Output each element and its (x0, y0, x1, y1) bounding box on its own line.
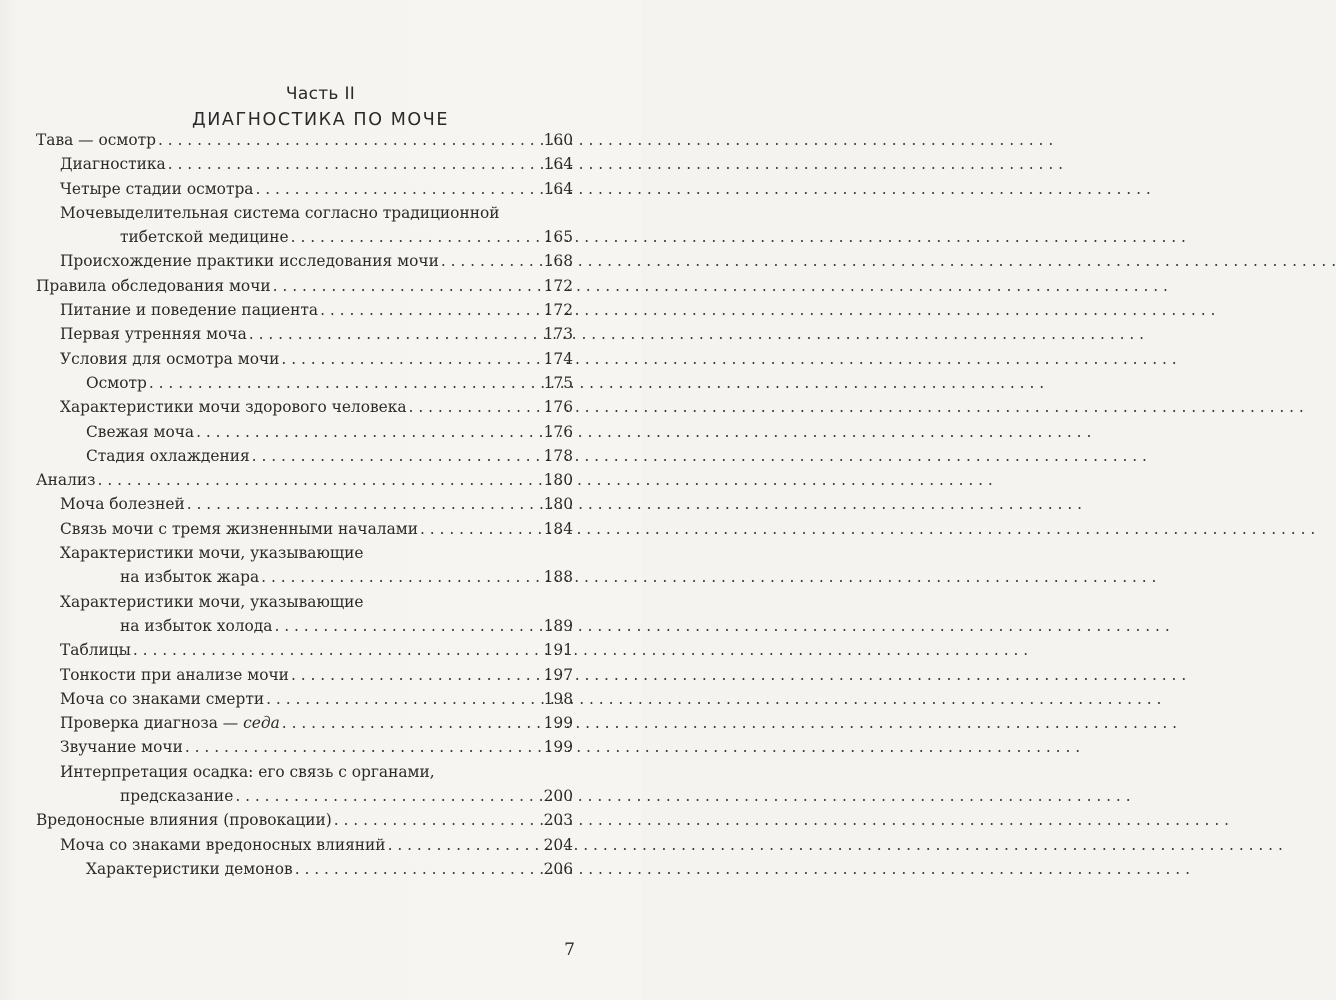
dot-leader (149, 371, 540, 395)
toc-entry (36, 395, 573, 419)
toc-entry-text: Характеристики демонов (86, 859, 293, 878)
toc-entry-title-continuation: предсказание (120, 787, 234, 806)
toc-entry (36, 420, 573, 444)
toc-entry-title (60, 298, 318, 322)
toc-entry-title: Интерпретация осадка: его связь с органами, (60, 762, 435, 781)
toc-entry (36, 735, 573, 759)
toc-entry-text: Характеристики мочи здорового человека (60, 398, 407, 417)
toc-entry (36, 274, 573, 298)
toc-entry (36, 687, 573, 711)
toc-entry-text: Стадия охлаждения (86, 446, 250, 465)
dot-leader (274, 614, 539, 638)
toc-page-number: 206 (543, 859, 573, 878)
part-title: ДИАГНОСТИКА ПО МОЧЕ (191, 110, 450, 130)
toc-entry-text: Питание и поведение пациента (60, 301, 319, 320)
toc-entry (36, 468, 573, 492)
toc-entry-title (60, 177, 253, 201)
toc-entry-title (60, 735, 183, 759)
dot-leader (185, 735, 540, 759)
dot-leader (282, 711, 540, 735)
toc-page-number: 172 (543, 276, 573, 295)
toc-page-number: 191 (543, 641, 573, 660)
toc-entry-title (60, 347, 279, 371)
dot-leader (196, 420, 540, 444)
dot-leader (133, 638, 540, 662)
toc-entry-title: Мочевыделительная система согласно традиционной (60, 203, 500, 222)
dot-leader (409, 395, 540, 419)
toc-entry-title (60, 249, 439, 273)
toc-entry-text: Правила обследования мочи (36, 276, 271, 295)
toc-entry (36, 298, 573, 322)
toc-page-number: 180 (543, 495, 573, 514)
toc-entry-title (60, 492, 185, 516)
toc-entry (36, 808, 573, 832)
dot-leader (291, 225, 540, 249)
dot-leader (261, 565, 539, 589)
toc-entry-title (60, 833, 386, 857)
toc-entry (36, 201, 573, 250)
toc-entry-title (86, 444, 250, 468)
dot-leader (295, 857, 540, 881)
toc-entry-italic-term: седа (243, 714, 280, 733)
dot-leader (235, 784, 539, 808)
toc-entry-title-continuation: на избыток жара (120, 568, 260, 587)
dot-leader (255, 177, 539, 201)
toc-entry (36, 857, 573, 881)
toc-entry (36, 128, 573, 152)
dot-leader (441, 249, 540, 273)
toc-entry (36, 322, 573, 346)
toc-entry-title (60, 663, 289, 687)
toc-entry-text: Тава — осмотр (36, 131, 156, 149)
toc-page-number: 198 (543, 689, 573, 708)
toc-entry-title: Характеристики мочи, указывающие (60, 544, 364, 563)
dot-leader (320, 298, 540, 322)
toc-entry-text: Условия для осмотра мочи (60, 349, 280, 368)
toc-page-number: 178 (543, 446, 573, 465)
toc-page-number: 168 (543, 252, 573, 271)
toc-entry-text: Происхождение практики исследования мочи (60, 252, 439, 271)
toc-page-number: 199 (543, 714, 573, 733)
toc-page-number: 174 (543, 349, 573, 368)
toc-entry-title (60, 152, 166, 176)
toc-entry-title (86, 371, 147, 395)
dot-leader (273, 274, 540, 298)
toc-page-number: 164 (543, 155, 573, 174)
toc-page-number: 184 (543, 519, 573, 538)
toc-entry-text: Первая утренняя моча (60, 325, 247, 344)
dot-leader (187, 492, 540, 516)
toc-entry-text: Анализ (36, 471, 96, 490)
toc-entry-title-continuation: на избыток холода (120, 616, 273, 635)
dot-leader (334, 808, 540, 832)
toc-entry-text: Таблицы (60, 641, 131, 660)
dot-leader (168, 152, 540, 176)
toc-page-number: 164 (543, 179, 573, 198)
toc-entry-text: Диагностика (60, 155, 166, 174)
toc-entry-text: Моча со знаками смерти (60, 689, 265, 708)
toc-entry (36, 177, 573, 201)
toc-entry-title (60, 711, 280, 735)
toc-page-number: 172 (543, 301, 573, 320)
toc-entry-title: Характеристики мочи, указывающие (60, 592, 364, 611)
toc-entry (36, 492, 573, 516)
dot-leader (388, 833, 540, 857)
toc-entry (36, 760, 573, 809)
toc-entry (36, 152, 573, 176)
toc-entry-title (60, 687, 264, 711)
dot-leader (158, 128, 540, 152)
toc-entry (36, 638, 573, 662)
toc-page-number: 160 (543, 131, 573, 149)
toc-page-number: 173 (543, 325, 573, 344)
toc-entry-text: Связь мочи с тремя жизненными началами (60, 519, 418, 538)
dot-leader (291, 663, 540, 687)
toc-entry-title-continuation: тибетской медицине (120, 228, 289, 247)
toc-entry-text: Вредоносные влияния (провокации) (36, 811, 332, 830)
toc-page-number: 189 (543, 616, 573, 635)
toc-page-number: 200 (543, 787, 573, 806)
toc-page-number: 180 (543, 471, 573, 490)
toc-entry-text: Свежая моча (86, 422, 195, 441)
part-label: Часть II (285, 84, 356, 104)
dot-leader (249, 322, 540, 346)
toc-entry-title (86, 420, 194, 444)
toc-entry-text: Моча болезней (60, 495, 185, 514)
toc-page-number: 199 (543, 738, 573, 757)
toc-entry (36, 663, 573, 687)
toc-entry-title (60, 517, 418, 541)
dot-leader (252, 444, 540, 468)
page-number: 7 (564, 940, 575, 960)
toc-entry-title (60, 322, 247, 346)
toc-entry-text: Звучание мочи (60, 738, 183, 757)
toc-entry (36, 590, 573, 639)
toc-page-number: 204 (543, 835, 573, 854)
toc-entry-title (36, 468, 96, 492)
toc-page-number: 203 (543, 811, 573, 830)
toc-entry (36, 444, 573, 468)
toc-entry-title (36, 808, 332, 832)
toc-entry (36, 711, 573, 735)
book-page (0, 0, 641, 1000)
toc-page-number: 165 (543, 228, 573, 247)
toc-page-number: 188 (543, 568, 573, 587)
dot-leader (266, 687, 539, 711)
dot-leader (420, 517, 540, 541)
toc-page-number: 176 (543, 422, 573, 441)
toc-entry (36, 371, 573, 395)
dot-leader (98, 468, 540, 492)
toc-entry-title (36, 274, 271, 298)
toc-page-number: 176 (543, 398, 573, 417)
toc-entry-text: Четыре стадии осмотра (60, 179, 254, 198)
toc-entry-text: Тонкости при анализе мочи (60, 665, 289, 684)
toc-entry-title (60, 638, 131, 662)
toc-entry-title (60, 395, 407, 419)
toc-entry-title (86, 857, 293, 881)
toc-page-number: 197 (543, 665, 573, 684)
toc-entry-text: Осмотр (86, 373, 147, 392)
toc-entry-title (36, 128, 156, 152)
toc-entry (36, 347, 573, 371)
toc-entry-text: Моча со знаками вредоносных влияний (60, 835, 386, 854)
toc-entry (36, 249, 573, 273)
toc-entry (36, 541, 573, 590)
dot-leader (281, 347, 539, 371)
toc-entry (36, 833, 573, 857)
toc-page-number: 175 (543, 373, 573, 392)
toc-entry (36, 517, 573, 541)
table-of-contents (36, 128, 573, 881)
toc-entry-text: Проверка диагноза — (60, 714, 244, 733)
